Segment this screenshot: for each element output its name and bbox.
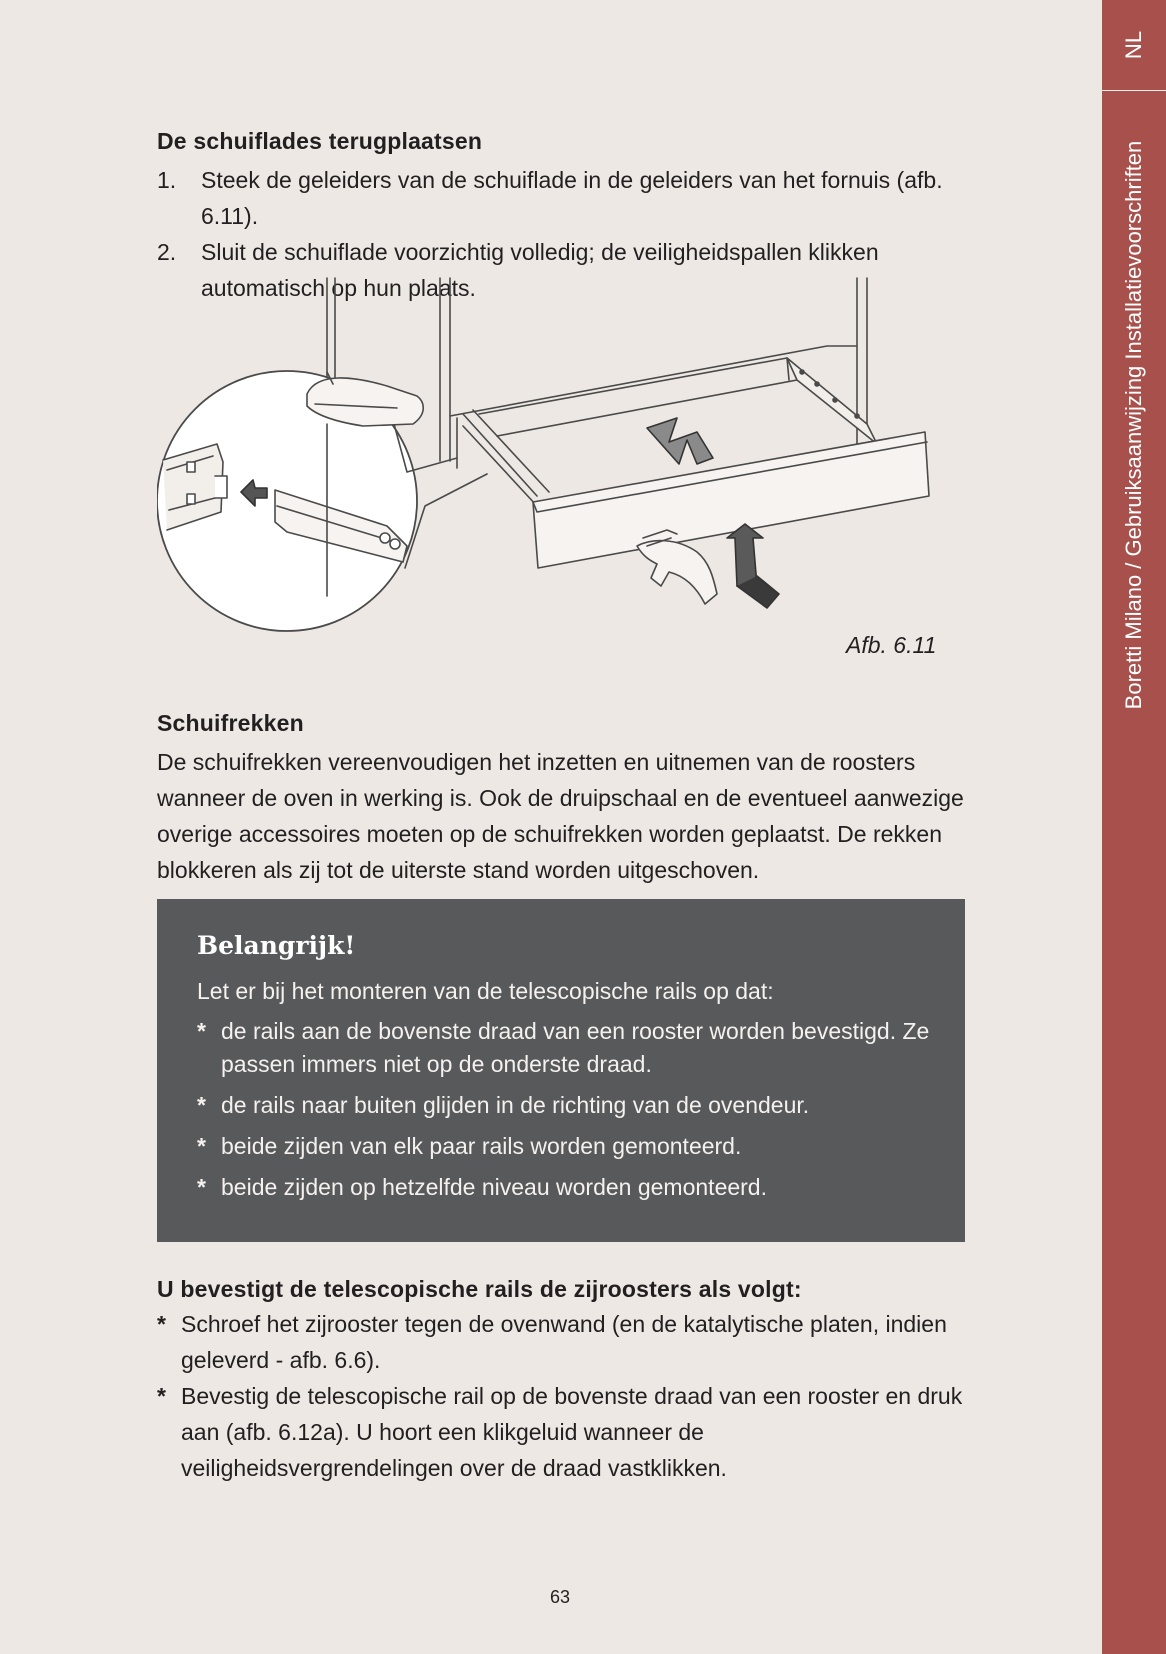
- step-item: [157, 162, 977, 234]
- mount-rails-item: [157, 1378, 977, 1486]
- mount-rails-item-text: Schroef het zijrooster tegen de ovenwand (en de katalytische platen, indien geleverd - afb. 6.6).: [181, 1311, 947, 1373]
- important-note-box: [157, 899, 965, 1242]
- step-text: Steek de geleiders van de schuiflade in de geleiders van het fornuis (afb. 6.11).: [201, 167, 943, 229]
- section-heading-mount-rails: U bevestigt de telescopische rails de zijroosters als volgt:: [157, 1276, 802, 1302]
- language-tab: [1102, 0, 1166, 90]
- sidebar-divider: [1102, 90, 1166, 91]
- step-number: 2.: [157, 239, 177, 265]
- step-text: Sluit de schuiflade voorzichtig volledig; de veiligheidspallen klikken automatisch op hun plaats.: [201, 239, 879, 301]
- note-list-item: [197, 1130, 937, 1163]
- mount-rails-list: [157, 1306, 977, 1486]
- bullet-star: *: [197, 1018, 206, 1044]
- bullet-star: *: [157, 1311, 166, 1337]
- mount-rails-item: [157, 1306, 977, 1378]
- sidebar-band: [1102, 0, 1166, 1654]
- note-list-item: [197, 1015, 937, 1081]
- bullet-star: *: [157, 1383, 166, 1409]
- language-label: NL: [1121, 30, 1146, 60]
- note-title: Belangrijk!: [197, 931, 356, 960]
- note-list-item: [197, 1171, 937, 1204]
- mount-rails-item-text: Bevestig de telescopische rail op de bovenste draad van een rooster en druk aan (afb. 6.12a). U hoort een klikgeluid wanneer de veiligheidsvergrendelingen over de draad vastklikken.: [181, 1383, 963, 1481]
- bullet-star: *: [197, 1092, 206, 1118]
- note-item-text: beide zijden op hetzelfde niveau worden gemonteerd.: [221, 1174, 767, 1200]
- section-heading-sliding-racks: Schuifrekken: [157, 710, 304, 736]
- bullet-star: *: [197, 1174, 206, 1200]
- page-number: 63: [549, 1587, 571, 1607]
- sliding-racks-text: De schuifrekken vereenvoudigen het inzetten en uitnemen van de roosters wanneer de oven in werking is. Ook de druipschaal en de eventueel aanwezige overige accessoires moeten op de schuifrekken worden geplaatst. De rekken blokkeren als zij tot de uiterste stand worden uitgeschoven.: [157, 749, 964, 883]
- note-item-text: de rails aan de bovenste draad van een rooster worden bevestigd. Ze passen immers niet op de onderste draad.: [221, 1018, 930, 1077]
- figure-caption: Afb. 6.11: [846, 632, 937, 658]
- bullet-star: *: [197, 1133, 206, 1159]
- drawer-rail-diagram: [157, 276, 947, 660]
- sidebar-title: Boretti Milano / Gebruiksaanwijzing Installatievoorschriften: [1121, 140, 1146, 710]
- note-item-text: de rails naar buiten glijden in de richting van de ovendeur.: [221, 1092, 810, 1118]
- note-list-item: [197, 1089, 937, 1122]
- step-number: 1.: [157, 167, 177, 193]
- note-list: [197, 1015, 937, 1212]
- note-intro: Let er bij het monteren van de telescopische rails op dat:: [197, 978, 774, 1004]
- note-item-text: beide zijden van elk paar rails worden gemonteerd.: [221, 1133, 742, 1159]
- drawer-illustration: [157, 276, 947, 660]
- section-heading-replace-drawers: De schuiflades terugplaatsen: [157, 128, 483, 154]
